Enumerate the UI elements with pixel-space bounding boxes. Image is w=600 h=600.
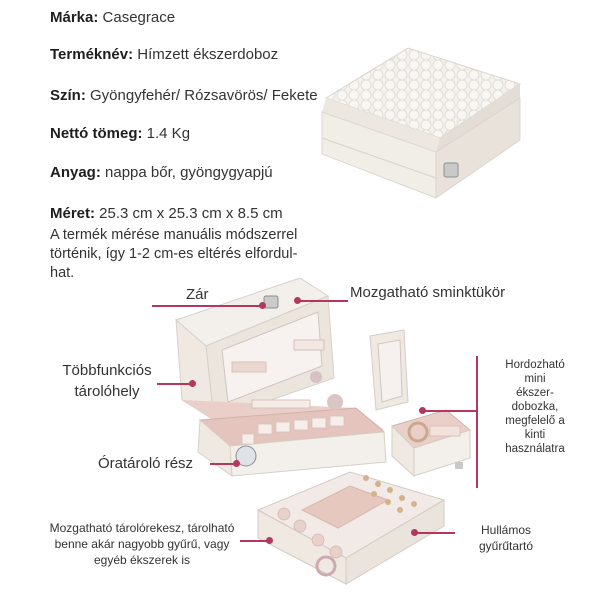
multi-callout-dot [189,380,196,387]
mirror-callout-line [298,300,348,302]
label-line: kinti [524,429,546,441]
spec-value: Gyöngyfehér/ Rózsavörös/ Fekete [85,87,318,104]
mirror-callout-dot [294,297,301,304]
spec-value: Casegrace [98,9,176,26]
note-line: A termék mérése manuális módszerrel [50,227,298,243]
label-mini-box [480,358,590,456]
note-line: történik, így 1-2 cm-es eltérés elfordul- [50,246,298,262]
lock-callout-dot [259,302,266,309]
label-watch: Óratároló rész [98,455,194,472]
label-line: tárolóhely [74,383,140,400]
label-line: használatra [505,443,565,455]
spec-key: Nettó tömeg: [50,125,143,142]
spec-key: Méret: [50,205,96,222]
ring-callout-dot [411,529,418,536]
label-ring-holder [456,522,556,554]
label-removable-tray [22,520,262,568]
label-line: benne akár nagyobb gyűrű, vagy [54,537,230,551]
spec-key: Szín: [50,87,86,104]
spec-value: 25.3 cm x 25.3 cm x 8.5 cm [95,205,283,222]
label-line: megfelelő a [505,415,565,427]
spec-value: 1.4 Kg [142,125,191,142]
open-box-image [176,278,386,476]
lock-callout-line [152,305,262,307]
label-line: dobozka, [511,401,559,413]
mini-callout-line [424,410,478,412]
label-line: Hullámos [480,523,531,537]
ring-callout-line [415,532,455,534]
label-line: gyűrűtartó [478,539,534,553]
lock-icon [444,163,458,177]
multi-callout-line [157,383,192,385]
watch-callout-line [210,463,235,465]
label-line: egyéb ékszerek is [93,553,191,567]
label-line: Többfunkciós [62,362,152,379]
label-mirror: Mozgatható sminktükör [350,284,506,301]
watch-callout-dot [233,460,240,467]
spec-key: Terméknév: [50,46,134,63]
spec-value: Hímzett ékszerdoboz [133,46,279,63]
removable-tray-image [258,472,444,584]
tray-callout-dot [266,537,273,544]
closed-box-image [322,48,520,198]
label-line: Mozgatható tárolórekesz, tárolható [49,521,235,535]
label-lock: Zár [186,286,209,303]
label-line: Hordozható [505,359,565,371]
label-line: ékszer- [516,387,554,399]
mini-callout-line [476,356,478,488]
label-multi-storage [60,360,154,402]
spec-value: nappa bőr, gyöngygyapjú [100,164,273,181]
mini-callout-dot [419,407,426,414]
spec-key: Márka: [50,9,99,26]
spec-key: Anyag: [50,164,101,181]
label-line: mini [524,373,546,385]
note-line: hat. [50,265,75,281]
